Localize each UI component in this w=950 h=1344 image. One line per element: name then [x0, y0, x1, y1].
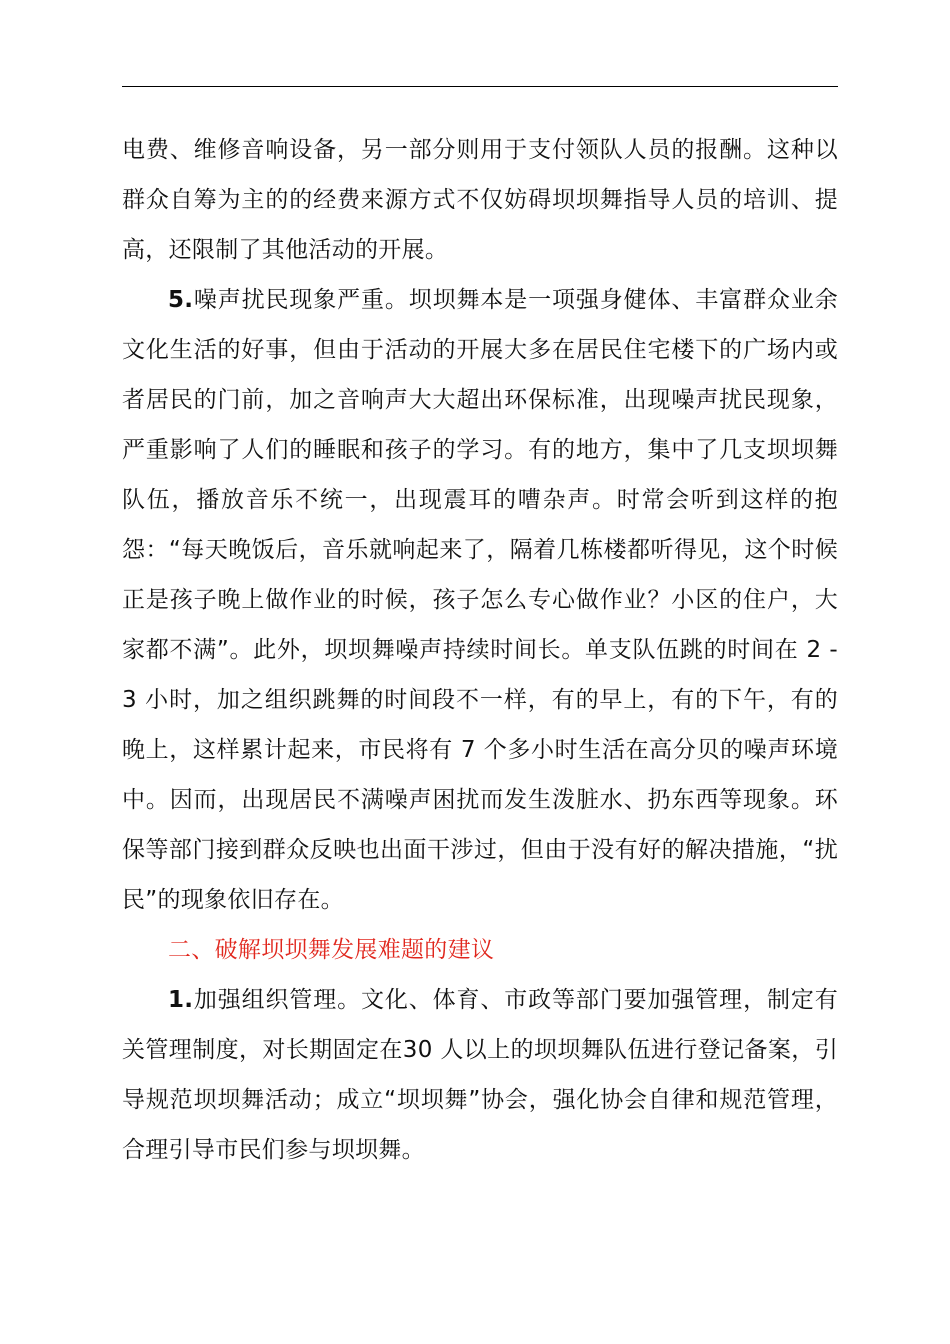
- paragraph-text: 加强组织管理。文化、体育、市政等部门要加强管理，制定有关管理制度，对长期固定在30 人以上的坝坝舞队伍进行登记备案，引导规范坝坝舞活动；成立“坝坝舞”协会，强化协会自律和规范管理，合理引导市民们参与坝坝舞。: [122, 987, 838, 1163]
- paragraph-noise: [122, 275, 838, 925]
- body-text: [122, 125, 838, 1175]
- paragraph-text: 噪声扰民现象严重。坝坝舞本是一项强身健体、丰富群众业余文化生活的好事，但由于活动的开展大多在居民住宅楼下的广场内或者居民的门前，加之音响声大大超出环保标准，出现噪声扰民现象，严重影响了人们的睡眠和孩子的学习。有的地方，集中了几支坝坝舞队伍，播放音乐不统一，出现震耳的嘈杂声。时常会听到这样的抱怨：“每天晚饭后，音乐就响起来了，隔着几栋楼都听得见，这个时候正是孩子晚上做作业的时候，孩子怎么专心做作业？小区的住户，大家都不满”。此外，坝坝舞噪声持续时间长。单支队伍跳的时间在 2 - 3 小时，加之组织跳舞的时间段不一样，有的早上，有的下午，有的晚上，这样累计起来，市民将有 7 个多小时生活在高分贝的噪声环境中。因而，出现居民不满噪声困扰而发生泼脏水、扔东西等现象。环保等部门接到群众反映也出面干涉过，但由于没有好的解决措施，“扰民”的现象依旧存在。: [122, 287, 838, 913]
- paragraph-funding: [122, 125, 838, 275]
- item-number: 1.: [168, 987, 194, 1013]
- section-heading: 二、破解坝坝舞发展难题的建议: [168, 937, 495, 963]
- paragraph-management: [122, 975, 838, 1175]
- paragraph-text: 电费、维修音响设备，另一部分则用于支付领队人员的报酬。这种以群众自筹为主的的经费来源方式不仅妨碍坝坝舞指导人员的培训、提高，还限制了其他活动的开展。: [122, 137, 838, 263]
- header-rule: [122, 86, 838, 87]
- item-number: 5.: [168, 287, 194, 313]
